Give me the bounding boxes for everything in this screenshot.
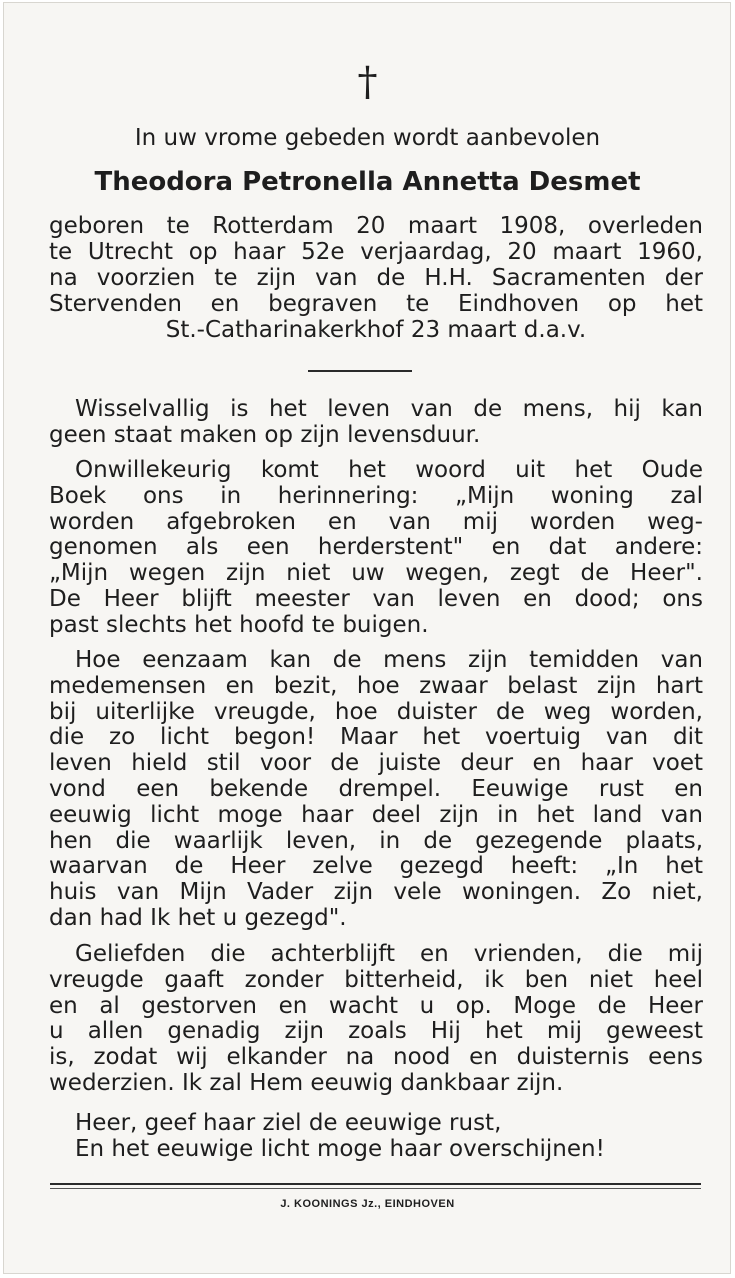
text-line: Wisselvallig is het leven van de mens, hij kan <box>75 396 703 422</box>
paragraph-3 <box>49 648 703 932</box>
text-line: waarvan de Heer zelve gezegd heeft: „In het <box>49 853 703 880</box>
prayer-line: Heer, geef haar ziel de eeuwige rust, <box>75 1110 502 1136</box>
text-line: medemensen en bezit, hoe zwaar belast zijn hart <box>49 672 703 699</box>
text-line: worden afgebroken en van mij worden weg- <box>49 508 703 535</box>
deceased-name: Theodora Petronella Annetta Desmet <box>94 167 641 197</box>
text-line: dan had Ik het u gezegd". <box>49 904 347 931</box>
bio-line: geboren te Rotterdam 20 maart 1908, overleden <box>49 213 703 239</box>
text-line: u allen genadig zijn zoals Hij het mij geweest <box>49 1018 703 1045</box>
text-line: bij uiterlijke vreugde, hoe duister de weg worden, <box>49 698 703 725</box>
text-line: „Mijn wegen zijn niet uw wegen, zegt de Heer". <box>49 560 703 587</box>
paragraph-4 <box>49 942 703 1097</box>
text-line: Onwillekeurig komt het woord uit het Oude <box>75 457 703 483</box>
text-line: vond een bekende drempel. Eeuwige rust en <box>49 775 703 802</box>
text-line: De Heer blijft meester van leven en dood; ons <box>49 585 703 612</box>
bio-line: St.-Catharinakerkhof 23 maart d.a.v. <box>165 317 587 343</box>
bio-line: te Utrecht op haar 52e verjaardag, 20 maart 1960, <box>49 239 703 265</box>
printer-credit: J. KOONINGS Jz., EINDHOVEN <box>280 1198 455 1210</box>
footer-rule <box>50 1183 701 1185</box>
text-line: genomen als een herderstent" en dat andere: <box>49 534 703 561</box>
text-line: vreugde gaaft zonder bitterheid, ik ben niet heel <box>49 966 703 993</box>
intro-line: In uw vrome gebeden wordt aanbevolen <box>134 125 601 151</box>
bio-line: na voorzien te zijn van de H.H. Sacramenten der <box>49 265 703 291</box>
text-line: is, zodat wij elkander na nood en duisternis eens <box>49 1044 703 1071</box>
text-line: Boek ons in herinnering: „Mijn woning zal <box>49 482 703 509</box>
text-line: die zo licht begon! Maar het voertuig van dit <box>49 724 703 751</box>
text-line: huis van Mijn Vader zijn vele woningen. Zo niet, <box>49 879 703 906</box>
paragraph-2 <box>49 458 703 639</box>
text-line: past slechts het hoofd te buigen. <box>49 611 429 638</box>
text-line: Geliefden die achterblijft en vrienden, die mij <box>75 941 703 967</box>
text-line: Hoe eenzaam kan de mens zijn temidden van <box>75 647 703 673</box>
bio-line: Stervenden en begraven te Eindhoven op het <box>49 291 703 317</box>
text-line: hen die waarlijk leven, in de gezegende plaats, <box>49 827 703 854</box>
footer-rule <box>50 1188 701 1189</box>
text-line: eeuwig licht moge haar deel zijn in het land van <box>49 801 703 828</box>
text-line: wederzien. Ik zal Hem eeuwig dankbaar zijn. <box>49 1069 564 1096</box>
text-line: leven hield stil voor de juiste deur en haar voet <box>49 750 703 777</box>
prayer-line: En het eeuwige licht moge haar overschijnen! <box>75 1136 605 1162</box>
divider <box>308 370 412 372</box>
cross-icon: † <box>357 59 378 105</box>
text-line: en al gestorven en wacht u op. Moge de Heer <box>49 992 703 1019</box>
paragraph-1 <box>49 397 703 449</box>
bio-block <box>49 213 703 343</box>
text-line: geen staat maken op zijn levensduur. <box>49 421 481 448</box>
